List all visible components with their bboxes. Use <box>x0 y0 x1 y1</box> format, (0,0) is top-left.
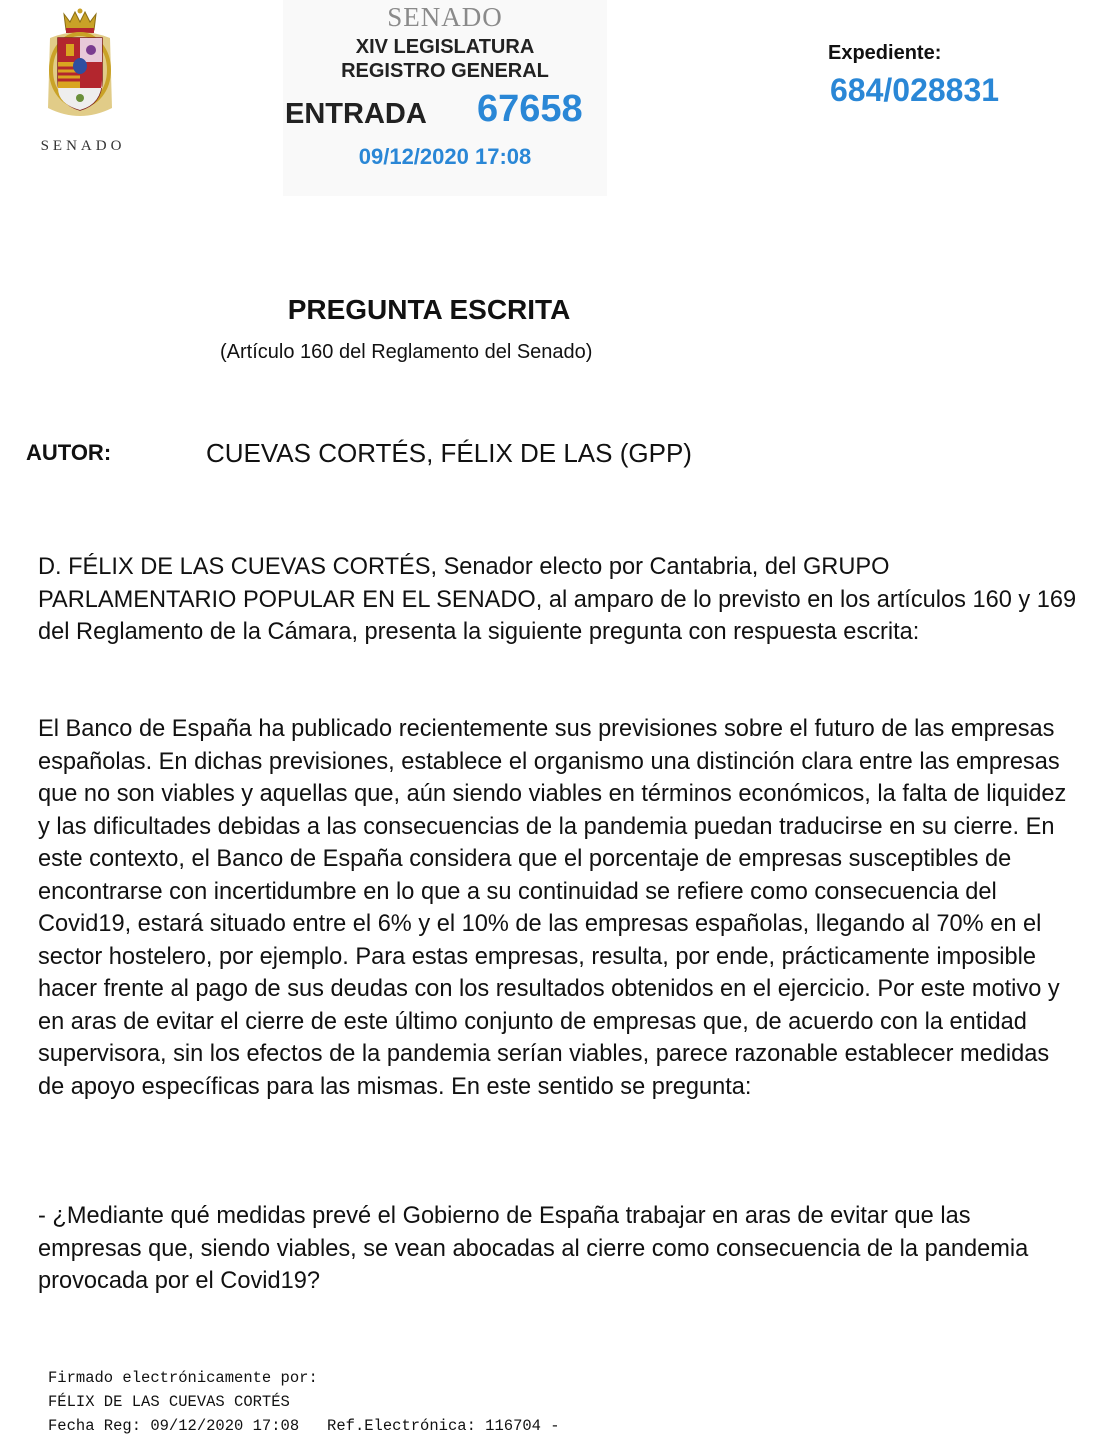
stamp-registry: REGISTRO GENERAL <box>341 60 549 82</box>
question-paragraph: - ¿Mediante qué medidas prevé el Gobierno de España trabajar en aras de evitar que las empresas que, siendo viables, se vean abocadas al cierre como consecuencia de la pandemia provocada por el Covid19? <box>38 1203 1029 1294</box>
expediente-number: 684/028831 <box>830 72 1000 108</box>
author-value: CUEVAS CORTÉS, FÉLIX DE LAS (GPP) <box>206 438 692 468</box>
signature-line-1: Firmado electrónicamente por: <box>48 1369 318 1387</box>
stamp-datetime: 09/12/2020 17:08 <box>358 144 532 169</box>
logo-caption: SENADO <box>40 138 126 154</box>
context-paragraph: El Banco de España ha publicado recientemente sus previsiones sobre el futuro de las empresas españolas. En dichas previsiones, establece el organismo una distinción clara entre las empresas que no son viables y aquellas que, aún siendo viables en términos económicos, la falta de liquidez y las dificultades debidas a las consecuencias de la pandemia puedan traducirse en su cierre. En este contexto, el Banco de España considera que el porcentaje de empresas susceptibles de encontrarse con incertidumbre en lo que a su continuidad se refiere como consecuencia del Covid19, estará situado entre el 6% y el 10% de las empresas españolas, llegando al 70% en el sector hostelero, por ejemplo. Para estas empresas, resulta, por ende, prácticamente imposible hacer frente al pago de sus deudas con los resultados obtenidos en el ejercicio. Por este motivo y en aras de evitar el cierre de este último conjunto de empresas que, de acuerdo con la entidad supervisora, sin los efectos de la pandemia serían viables, parece razonable establecer medidas de apoyo específicas para las mismas. En este sentido se pregunta: <box>38 716 1067 1100</box>
senado-logo <box>28 8 138 158</box>
stamp-chamber: SENADO <box>387 2 503 32</box>
stamp-entry-label: ENTRADA <box>285 98 427 130</box>
page-title: PREGUNTA ESCRITA <box>287 294 571 325</box>
electronic-signature <box>48 1366 560 1438</box>
author-label: AUTOR: <box>26 440 112 465</box>
stamp-entry-number: 67658 <box>477 88 583 130</box>
page-subtitle: (Artículo 160 del Reglamento del Senado) <box>220 341 593 363</box>
registry-stamp <box>283 0 607 196</box>
signature-line-3: Fecha Reg: 09/12/2020 17:08 Ref.Electrónica: 116704 - <box>48 1417 560 1435</box>
stamp-legislature: XIV LEGISLATURA <box>355 36 535 58</box>
coat-of-arms-icon <box>44 8 116 126</box>
expediente-label: Expediente: <box>828 42 942 64</box>
signature-line-2: FÉLIX DE LAS CUEVAS CORTÉS <box>48 1393 290 1411</box>
intro-paragraph: D. FÉLIX DE LAS CUEVAS CORTÉS, Senador electo por Cantabria, del GRUPO PARLAMENTARIO POPULAR EN EL SENADO, al amparo de lo previsto en los artículos 160 y 169 del Reglamento de la Cámara, presenta la siguiente pregunta con respuesta escrita: <box>38 554 1077 645</box>
